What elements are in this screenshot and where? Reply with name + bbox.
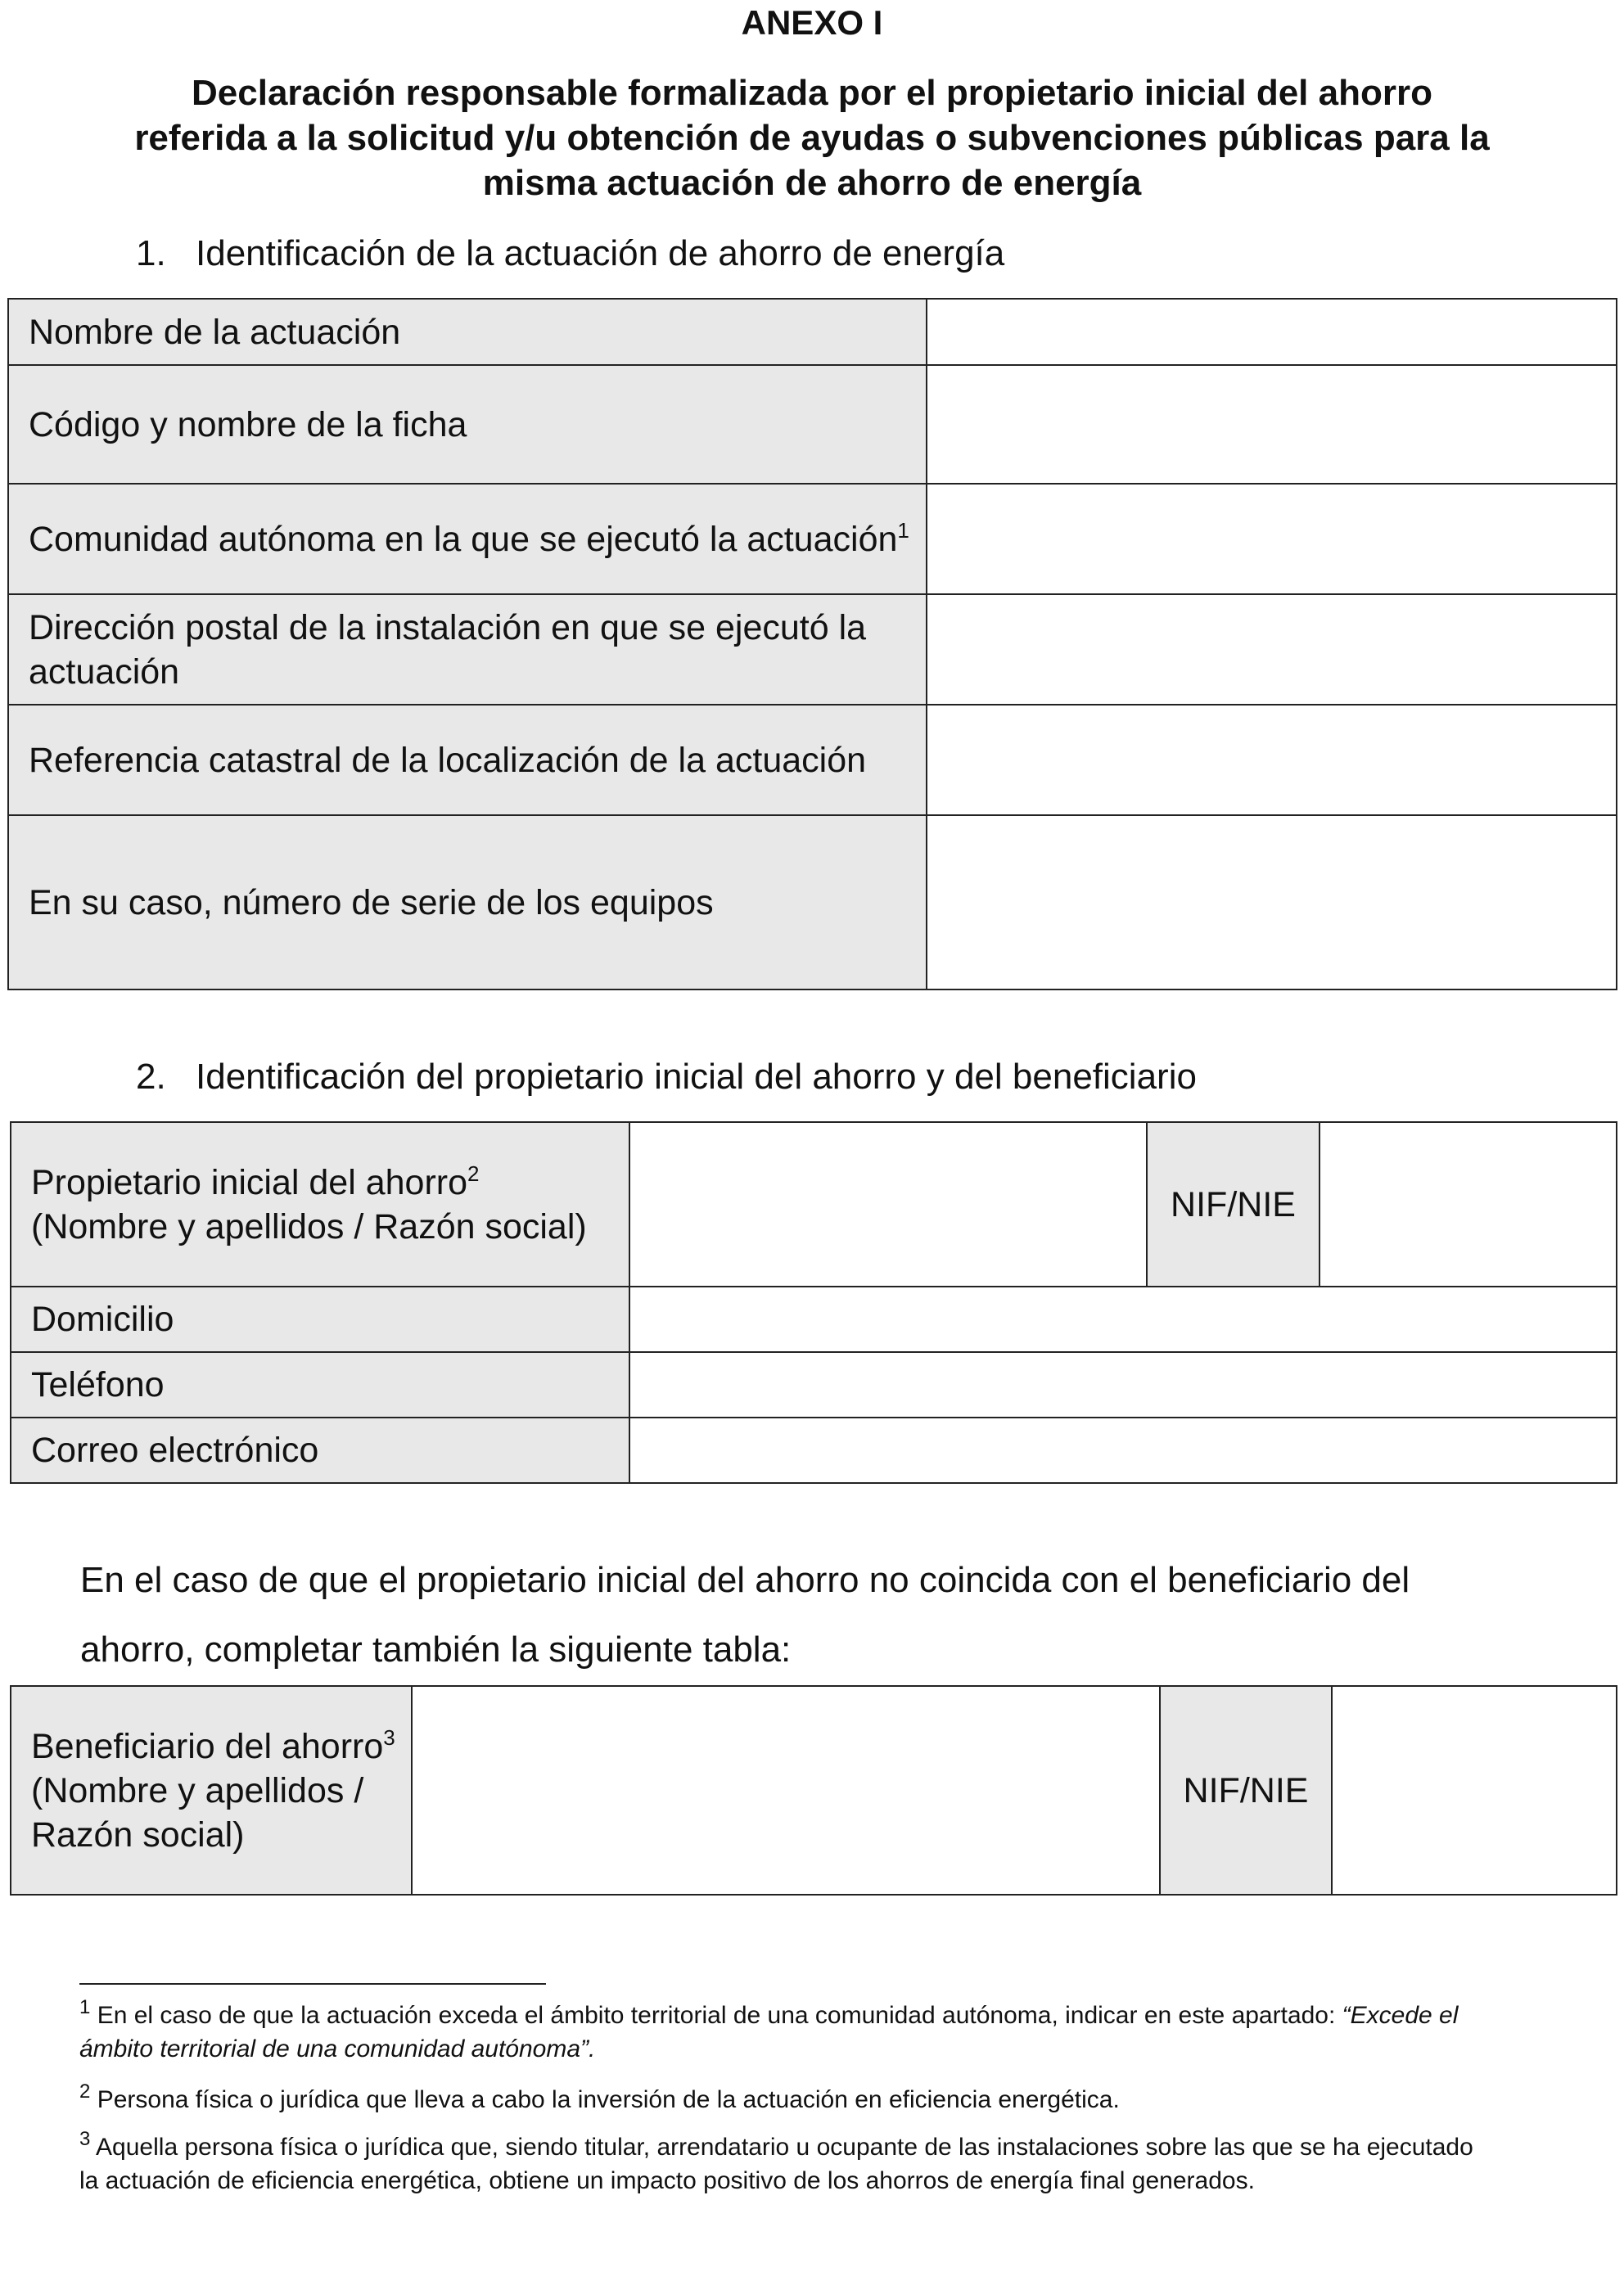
footnote-2-text: Persona física o jurídica que lleva a cabo la inversión de la actuación en eficiencia energética. bbox=[97, 2086, 1120, 2113]
footnote-ref-2: 2 bbox=[467, 1161, 480, 1186]
action-name-field[interactable] bbox=[927, 299, 1617, 365]
beneficiary-name-field[interactable] bbox=[412, 1686, 1160, 1895]
address-field[interactable] bbox=[927, 594, 1617, 705]
owner-label-text: Propietario inicial del ahorro bbox=[31, 1162, 468, 1202]
footnote-ref-1: 1 bbox=[897, 517, 909, 543]
table-row bbox=[8, 365, 1617, 484]
region-label-text: Comunidad autónoma en la que se ejecutó la actuación bbox=[29, 519, 898, 559]
beneficiary-label bbox=[11, 1686, 412, 1895]
footnote-2-number: 2 bbox=[79, 2080, 91, 2103]
phone-field[interactable] bbox=[629, 1352, 1617, 1418]
address-label: Dirección postal de la instalación en que se ejecutó la actuación bbox=[8, 594, 927, 705]
serial-number-field[interactable] bbox=[927, 815, 1617, 989]
owner-nif-field[interactable] bbox=[1320, 1122, 1617, 1287]
phone-label: Teléfono bbox=[11, 1352, 629, 1418]
owner-identification-table bbox=[10, 1121, 1617, 1484]
sheet-code-field[interactable] bbox=[927, 365, 1617, 484]
footnote-3 bbox=[79, 2130, 1482, 2198]
beneficiary-note: En el caso de que el propietario inicial del ahorro no coincida con el beneficiario del ahorro, completar también la siguiente tabla: bbox=[80, 1560, 1410, 1670]
domicile-label: Domicilio bbox=[11, 1287, 629, 1352]
email-field[interactable] bbox=[629, 1418, 1617, 1483]
section-1-number: 1. bbox=[136, 233, 166, 273]
section-1-title: Identificación de la actuación de ahorro de energía bbox=[196, 233, 1005, 273]
beneficiary-sublabel: (Nombre y apellidos / Razón social) bbox=[31, 1770, 364, 1855]
owner-label bbox=[11, 1122, 629, 1287]
table-row bbox=[8, 299, 1617, 365]
beneficiary-table bbox=[10, 1685, 1617, 1896]
footnote-1-text: En el caso de que la actuación exceda el ámbito territorial de una comunidad autónoma, indicar en este apartado: bbox=[97, 2002, 1342, 2029]
annex-title: ANEXO I bbox=[741, 3, 883, 42]
footnote-1 bbox=[79, 1996, 1482, 2066]
footnote-ref-3: 3 bbox=[383, 1724, 395, 1750]
beneficiary-label-text: Beneficiario del ahorro bbox=[31, 1726, 384, 1766]
table-row bbox=[11, 1352, 1617, 1418]
region-label bbox=[8, 484, 927, 594]
footnote-3-text: Aquella persona física o jurídica que, siendo titular, arrendatario u ocupante de las instalaciones sobre las que se ha ejecutado la actuación de eficiencia energética, obtiene un impacto positivo de los ahorros de energía final generados. bbox=[79, 2134, 1473, 2194]
table-row bbox=[11, 1287, 1617, 1352]
table-row bbox=[8, 815, 1617, 989]
footnote-3-number: 3 bbox=[79, 2128, 91, 2150]
table-row bbox=[8, 705, 1617, 815]
cadastral-field[interactable] bbox=[927, 705, 1617, 815]
table-row bbox=[11, 1122, 1617, 1287]
region-field[interactable] bbox=[927, 484, 1617, 594]
table-row bbox=[11, 1418, 1617, 1483]
footnote-separator bbox=[79, 1983, 546, 1985]
action-identification-table bbox=[7, 298, 1617, 990]
section-2-title: Identificación del propietario inicial del ahorro y del beneficiario bbox=[196, 1057, 1197, 1097]
section-2-heading bbox=[136, 1054, 1197, 1100]
domicile-field[interactable] bbox=[629, 1287, 1617, 1352]
sheet-code-label: Código y nombre de la ficha bbox=[8, 365, 927, 484]
owner-sublabel: (Nombre y apellidos / Razón social) bbox=[31, 1206, 587, 1246]
table-row bbox=[8, 484, 1617, 594]
owner-name-field[interactable] bbox=[629, 1122, 1147, 1287]
footnote-2 bbox=[79, 2080, 1482, 2116]
section-2-number: 2. bbox=[136, 1057, 166, 1097]
footnote-1-number: 1 bbox=[79, 1996, 91, 2018]
table-row bbox=[11, 1686, 1617, 1895]
cadastral-label: Referencia catastral de la localización de la actuación bbox=[8, 705, 927, 815]
beneficiary-nif-label: NIF/NIE bbox=[1160, 1686, 1332, 1895]
footnote-1-italic: “Excede el ámbito territorial de una comunidad autónoma”. bbox=[79, 2002, 1459, 2062]
owner-nif-label: NIF/NIE bbox=[1147, 1122, 1320, 1287]
action-name-label: Nombre de la actuación bbox=[8, 299, 927, 365]
beneficiary-nif-field[interactable] bbox=[1332, 1686, 1617, 1895]
email-label: Correo electrónico bbox=[11, 1418, 629, 1483]
table-row bbox=[8, 594, 1617, 705]
serial-number-label: En su caso, número de serie de los equipos bbox=[8, 815, 927, 989]
section-1-heading bbox=[136, 231, 1004, 277]
declaration-title: Declaración responsable formalizada por el propietario inicial del ahorro referida a la solicitud y/u obtención de ayudas o subvenciones públicas para la misma actuación de ahorro de energía bbox=[134, 73, 1490, 203]
